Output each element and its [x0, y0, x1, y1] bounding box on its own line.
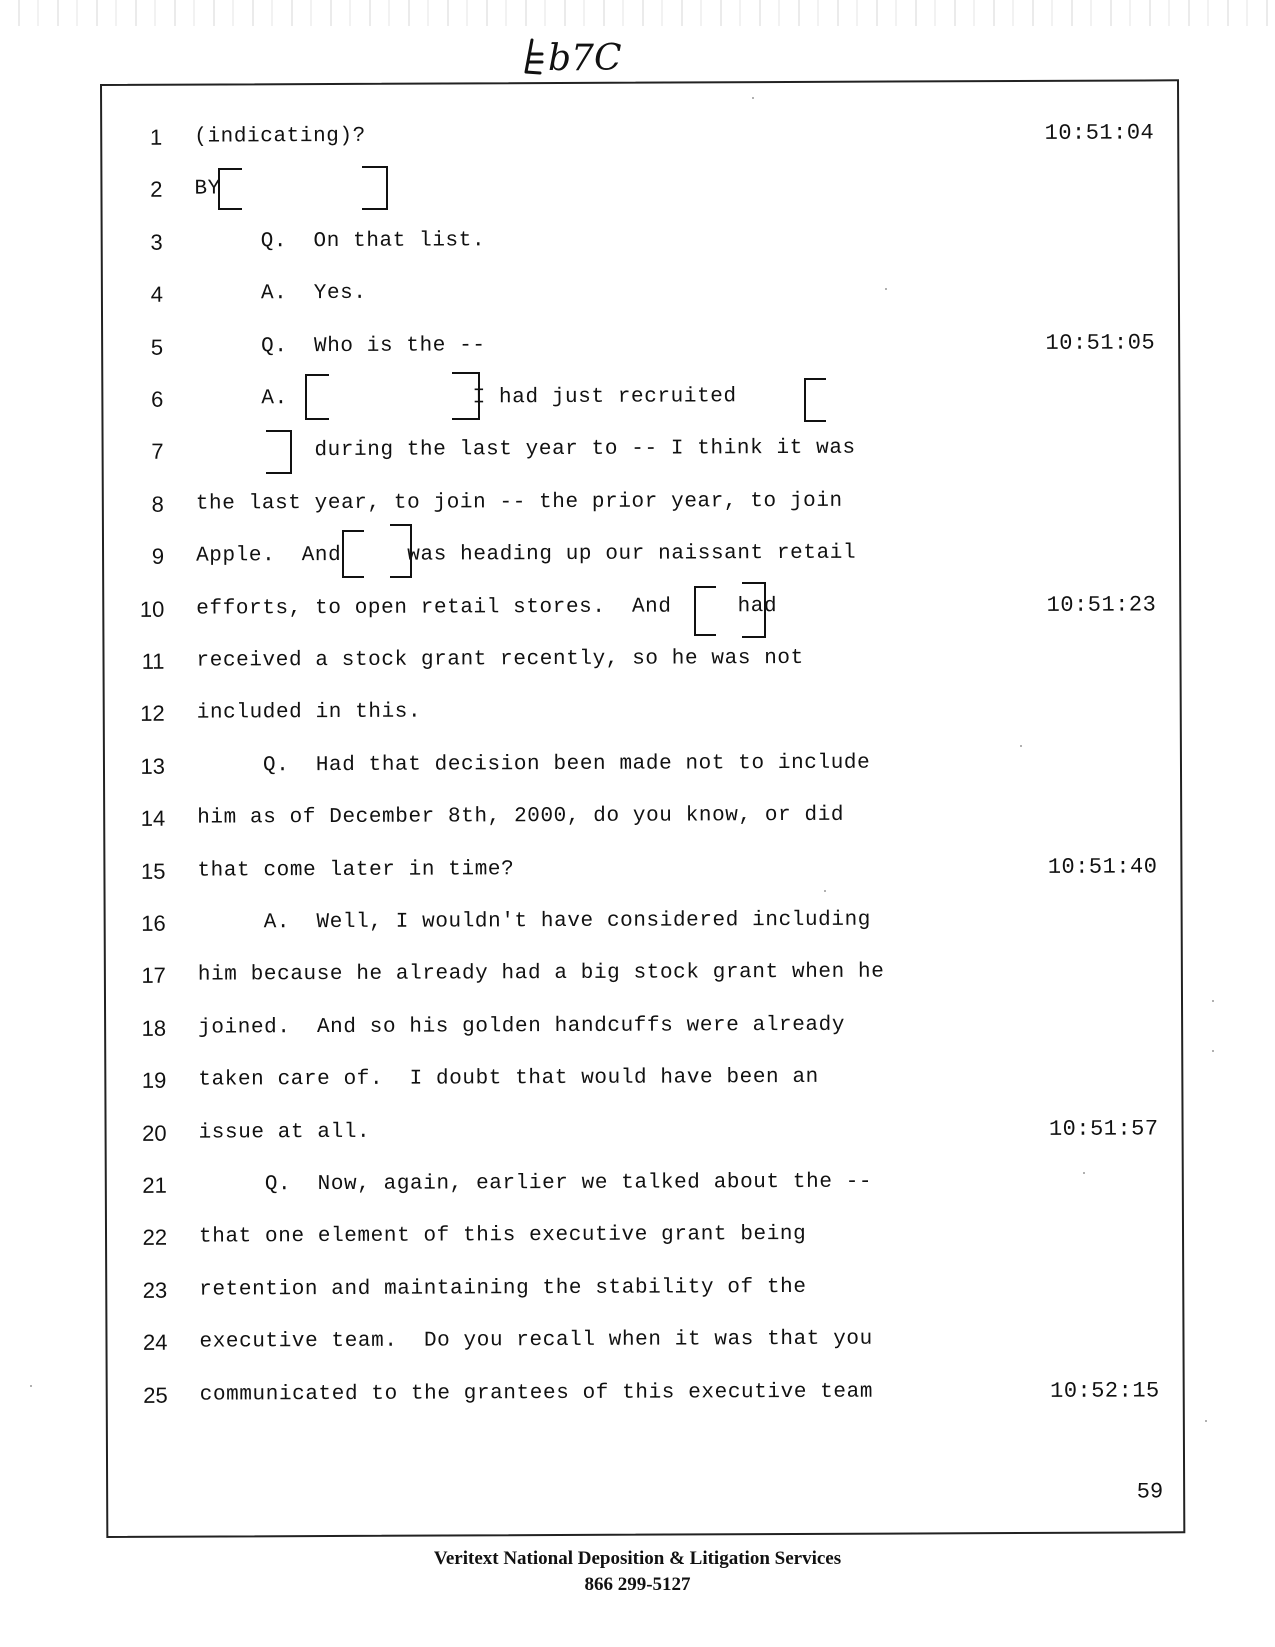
footer-company: Veritext National Deposition & Litigation Services: [433, 1548, 842, 1569]
line-number: 4: [150, 281, 163, 307]
line-text: included in this.: [196, 700, 422, 725]
line-number: 9: [151, 543, 165, 569]
line-number: 21: [142, 1172, 167, 1198]
line-number: 6: [151, 386, 164, 412]
transcript-line: [102, 113, 1162, 158]
handwritten-code-text: b7C: [548, 38, 622, 79]
transcript-line: [105, 690, 1165, 735]
line-text: A. Well, I wouldn't have considered including: [197, 908, 872, 935]
transcript-line: [103, 271, 1163, 316]
transcript-line: [108, 1371, 1168, 1416]
line-number: 25: [143, 1382, 168, 1408]
handwritten-code-stamp: [518, 30, 648, 82]
line-text: taken care of. I doubt that would have been an: [198, 1066, 819, 1092]
redaction-bracket-left: [218, 168, 242, 210]
line-timestamp: 10:51:04: [1044, 120, 1155, 146]
line-text: (indicating)?: [194, 124, 366, 149]
scan-speck: [30, 1385, 32, 1387]
page-number: 59: [1136, 1479, 1164, 1505]
line-timestamp: 10:52:15: [1050, 1377, 1160, 1404]
redaction-bracket-right: [362, 166, 388, 210]
redaction-bracket-right: [266, 430, 292, 474]
line-number: 10: [139, 596, 165, 622]
line-timestamp: 10:51:40: [1047, 853, 1158, 880]
transcript-line: [106, 899, 1166, 944]
line-number: 17: [141, 963, 166, 989]
scan-speck: [885, 288, 887, 290]
line-number: 1: [149, 124, 163, 150]
transcript-line: [104, 637, 1164, 682]
line-text: joined. And so his golden handcuffs were already: [198, 1013, 846, 1040]
transcript-line: [106, 1109, 1166, 1154]
line-text: the last year, to join -- the prior year, to join: [195, 489, 843, 516]
redaction-bracket-right: [390, 524, 412, 578]
scan-speck: [1212, 1050, 1214, 1052]
line-text: that one element of this executive grant being: [198, 1223, 807, 1249]
transcript-line: [106, 1004, 1166, 1049]
line-number: 5: [150, 334, 164, 360]
line-text: him as of December 8th, 2000, do you know, or did: [197, 803, 845, 830]
line-number: 8: [151, 491, 164, 517]
line-number: 24: [142, 1329, 168, 1356]
transcript-line: [103, 375, 1163, 420]
line-text: A. Yes.: [194, 282, 367, 306]
line-text: retention and maintaining the stability of the: [199, 1275, 807, 1302]
redaction-bracket-left: [305, 374, 329, 420]
line-text: him because he already had a big stock grant when he: [197, 960, 885, 987]
transcript-line: [107, 1266, 1167, 1311]
line-text: issue at all.: [198, 1120, 371, 1145]
line-number: 15: [140, 858, 166, 884]
line-timestamp: 10:51:05: [1045, 329, 1156, 356]
scan-speck: [1212, 1000, 1214, 1002]
line-text: executive team. Do you recall when it was that you: [199, 1327, 873, 1354]
redaction-bracket-left: [342, 530, 364, 578]
scan-speck: [1205, 1420, 1207, 1422]
line-text: BY: [194, 177, 221, 201]
line-text: during the last year to -- I think it was: [195, 437, 856, 463]
scan-noise-strip: [0, 0, 1275, 26]
redaction-bracket-left: [694, 586, 716, 636]
transcript-line: [105, 795, 1165, 840]
line-text: A. I had just recruited: [195, 385, 737, 411]
footer-phone: 866 299-5127: [584, 1574, 691, 1595]
transcript-line: [105, 742, 1165, 787]
line-number: 13: [140, 753, 166, 779]
line-text: received a stock grant recently, so he was not: [196, 646, 804, 673]
scan-speck: [752, 97, 754, 99]
scan-speck: [824, 890, 826, 892]
transcript-line: [107, 1161, 1167, 1206]
transcript-line: [103, 218, 1163, 263]
line-text: Q. On that list.: [194, 229, 486, 254]
redaction-bracket-left: [804, 378, 826, 422]
line-number: 19: [141, 1067, 167, 1094]
transcript-line: [104, 533, 1164, 578]
scan-speck: [1020, 745, 1022, 747]
scan-speck: [1083, 1172, 1085, 1174]
transcript-line: [106, 952, 1166, 997]
line-number: 20: [142, 1120, 167, 1146]
line-text: communicated to the grantees of this executive team: [199, 1380, 874, 1407]
line-number: 18: [141, 1015, 167, 1041]
line-text: Q. Had that decision been made not to include: [196, 751, 871, 778]
transcript-line: [104, 585, 1164, 630]
line-number: 7: [151, 439, 164, 465]
transcript-line: [104, 428, 1164, 473]
line-text: that come later in time?: [197, 857, 515, 883]
line-number: 23: [142, 1277, 168, 1303]
transcript-line: [107, 1214, 1167, 1259]
line-text: Apple. And was heading up our naissant retail: [196, 541, 857, 568]
line-number: 11: [141, 648, 165, 674]
transcript-line: [104, 480, 1164, 525]
line-number: 12: [140, 701, 165, 727]
transcript-line: [102, 166, 1162, 211]
line-text: Q. Who is the --: [195, 333, 486, 359]
transcript-line: [107, 1319, 1167, 1364]
line-timestamp: 10:51:23: [1046, 591, 1157, 618]
transcript-lines: [102, 81, 1177, 1408]
transcript-line: [105, 847, 1165, 892]
transcript-line: [106, 1057, 1166, 1102]
line-number: 3: [150, 229, 163, 255]
redaction-bracket-right: [742, 582, 766, 638]
line-number: 14: [140, 805, 166, 832]
line-number: 16: [141, 910, 166, 936]
line-text: efforts, to open retail stores. And had: [196, 594, 778, 621]
transcript-line: [103, 323, 1163, 368]
transcript-frame: [100, 79, 1185, 1538]
line-text: Q. Now, again, earlier we talked about the --: [198, 1170, 873, 1197]
redaction-bracket-right: [452, 372, 480, 420]
line-number: 22: [142, 1225, 168, 1251]
line-timestamp: 10:51:57: [1048, 1115, 1159, 1142]
line-number: 2: [150, 177, 163, 203]
